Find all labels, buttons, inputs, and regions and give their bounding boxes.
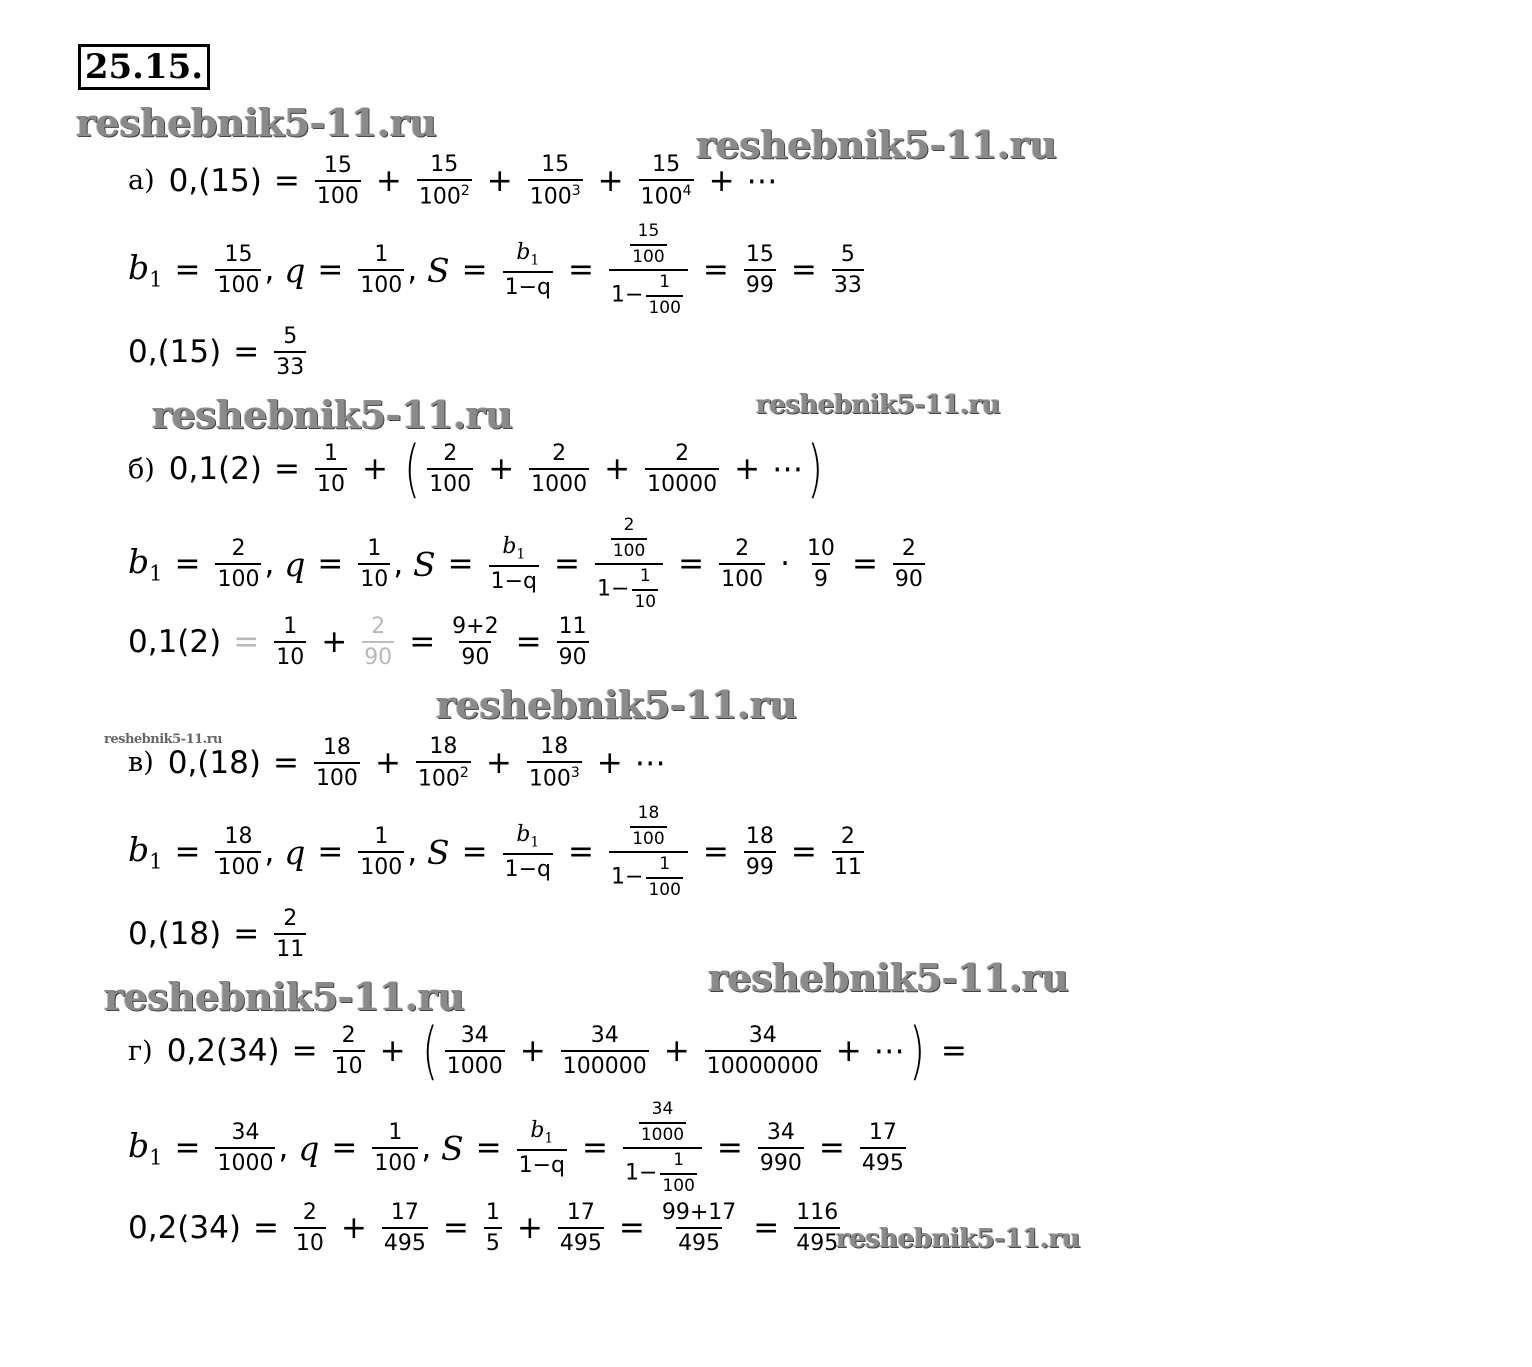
q-symbol: q (284, 832, 306, 872)
right-paren: ) (908, 1014, 925, 1087)
fraction: $\frac{34}{1000}$ (217, 1119, 274, 1177)
fraction: $\frac{5}{33}$ (276, 324, 305, 381)
fraction: $\frac{18}{100}$ (315, 734, 358, 791)
b1-symbol: $b_1$ (128, 248, 163, 292)
compound-fraction: $\frac{15}{100}$ 1− $\frac{1}{100}$ (609, 222, 688, 318)
part-g-answer: 0,2(34) = $\frac{2}{10}$ + $\frac{17}{495}$ = $\frac{1}{5}$ + $\frac{17}{495}$ = $\frac{99+17}{495}$ = $\frac{116}{495}$ (128, 1200, 839, 1257)
fraction: $\frac{2}{10000}$ (647, 440, 718, 497)
watermark: reshebnik5-11.ru (756, 390, 1001, 420)
part-label: а) (128, 165, 155, 197)
fraction: $\frac{2}{11}$ (833, 823, 862, 881)
part-label: б) (128, 453, 155, 485)
fraction: $\frac{116}{495}$ (796, 1200, 839, 1257)
fraction: $\frac{2}{100}$ (217, 535, 260, 593)
fraction: $\frac{2}{100}$ (721, 535, 764, 593)
part-v-sum: $b_1$ = $\frac{18}{100}$ , q = $\frac{1}{100}$ , S = $\frac{b_1}{1-q}$ = $\frac{18}{100}$ 1− $\frac{1}{100}$ = $\frac{18}{99}$ = $\frac{2}{11}$ (128, 803, 862, 900)
ellipsis: ⋯ (873, 1033, 905, 1069)
part-g-expansion: г) 0,2(34) = $\frac{2}{10}$ + ( $\frac{34}{1000}$ + $\frac{34}{100000}$ + $\frac{34}{10000000}$ + ⋯ ) = (128, 1014, 967, 1087)
fraction: $\frac{34}{990}$ (759, 1119, 802, 1177)
fraction: $\frac{11}{90}$ (558, 614, 587, 671)
fraction: $\frac{34}{10000000}$ (706, 1022, 819, 1079)
fraction: $\frac{1}{10}$ (317, 440, 345, 497)
fraction: $\frac{9+2}{90}$ (452, 614, 499, 671)
watermark: reshebnik5-11.ru (708, 955, 1069, 1000)
fraction: $\frac{1}{100}$ (360, 241, 403, 299)
compound-fraction: $\frac{2}{100}$ 1− $\frac{1}{10}$ (595, 516, 663, 612)
fraction: $\frac{2}{90}$ (894, 535, 923, 593)
part-g-sum: $b_1$ = $\frac{34}{1000}$ , q = $\frac{1}{100}$ , S = $\frac{b_1}{1-q}$ = $\frac{34}{1000}$ 1− $\frac{1}{100}$ = $\frac{34}{990}$ = $\frac{17}{495}$ (128, 1099, 904, 1196)
fraction: $\frac{34}{1000}$ (446, 1022, 503, 1079)
s-symbol: S (427, 250, 450, 290)
decimal: 0,2(34) (166, 1033, 280, 1069)
watermark: reshebnik5-11.ru (104, 732, 223, 747)
fraction: $\frac{17}{495}$ (861, 1119, 904, 1177)
part-a-answer: 0,(15) = $\frac{5}{33}$ (128, 324, 305, 381)
part-b-expansion: б) 0,1(2) = $\frac{1}{10}$ + ( $\frac{2}{100}$ + $\frac{2}{1000}$ + $\frac{2}{10000}$ + ⋯ ) (128, 432, 824, 505)
fraction: $\frac{15}{100}$ (316, 152, 359, 209)
s-symbol: S (413, 544, 436, 584)
fraction: $\frac{1}{10}$ (360, 535, 389, 593)
fraction: $\frac{18}{100^2}$ (417, 734, 469, 792)
fraction: $\frac{2}{10}$ (334, 1022, 363, 1079)
watermark: reshebnik5-11.ru (104, 974, 465, 1019)
sum-formula: $\frac{b_1}{1-q}$ (504, 822, 552, 882)
b1-symbol: $b_1$ (128, 830, 163, 874)
watermark: reshebnik5-11.ru (696, 122, 1057, 167)
compound-fraction: $\frac{18}{100}$ 1− $\frac{1}{100}$ (609, 804, 688, 900)
part-b-answer: 0,1(2) = $\frac{1}{10}$ + $\frac{2}{90}$ = $\frac{9+2}{90}$ = $\frac{11}{90}$ (128, 614, 587, 671)
decimal: 0,(15) (168, 162, 262, 199)
watermark: reshebnik5-11.ru (76, 100, 437, 145)
fraction: $\frac{99+17}{495}$ (661, 1200, 737, 1257)
compound-fraction: $\frac{34}{1000}$ 1− $\frac{1}{100}$ (623, 1100, 702, 1196)
part-label: в) (128, 747, 154, 779)
fraction: $\frac{15}{100^4}$ (640, 152, 692, 210)
decimal: 0,(15) (128, 334, 222, 371)
q-symbol: q (298, 1128, 320, 1168)
watermark: reshebnik5-11.ru (836, 1224, 1081, 1254)
part-label: г) (128, 1035, 153, 1067)
fraction: $\frac{1}{10}$ (276, 614, 305, 671)
fraction: $\frac{1}{5}$ (485, 1200, 500, 1257)
sum-formula: $\frac{b_1}{1-q}$ (490, 534, 538, 594)
b1-symbol: $b_1$ (128, 542, 163, 586)
ellipsis: ⋯ (746, 162, 778, 199)
part-v-expansion: в) 0,(18) = $\frac{18}{100}$ + $\frac{18}{100^2}$ + $\frac{18}{100^3}$ + ⋯ (128, 734, 666, 792)
fraction: $\frac{5}{33}$ (833, 241, 862, 299)
right-paren: ) (807, 432, 824, 505)
sum-formula: $\frac{b_1}{1-q}$ (518, 1118, 566, 1178)
ellipsis: ⋯ (772, 451, 804, 487)
fraction: $\frac{15}{99}$ (745, 241, 774, 299)
left-paren: ( (421, 1014, 438, 1087)
fraction: $\frac{2}{100}$ (429, 440, 472, 497)
s-symbol: S (427, 832, 450, 872)
fraction: $\frac{15}{100}$ (217, 241, 260, 299)
fraction: $\frac{18}{100}$ (217, 823, 260, 881)
fraction: $\frac{15}{100^3}$ (529, 152, 581, 210)
decimal: 0,(18) (167, 744, 261, 781)
fraction: $\frac{18}{100^3}$ (528, 734, 580, 792)
decimal: 0,2(34) (128, 1210, 241, 1247)
decimal: 0,1(2) (168, 451, 263, 487)
part-v-answer: 0,(18) = $\frac{2}{11}$ (128, 906, 305, 963)
decimal: 0,1(2) (128, 624, 222, 661)
watermark: reshebnik5-11.ru (152, 392, 513, 437)
fraction: $\frac{1}{100}$ (360, 823, 403, 881)
fraction: $\frac{34}{100000}$ (562, 1022, 647, 1079)
fraction: $\frac{2}{11}$ (276, 906, 305, 963)
fraction: $\frac{2}{1000}$ (531, 440, 588, 497)
part-b-sum: $b_1$ = $\frac{2}{100}$ , q = $\frac{1}{10}$ , S = $\frac{b_1}{1-q}$ = $\frac{2}{100}$ 1− $\frac{1}{10}$ = $\frac{2}{100}$ · $\frac{10}{9}$ = $\frac{2}{90}$ (128, 515, 923, 612)
decimal: 0,(18) (128, 916, 222, 953)
part-a-expansion: а) 0,(15) = $\frac{15}{100}$ + $\frac{15}{100^2}$ + $\frac{15}{100^3}$ + $\frac{15}{100^4}$ + ⋯ (128, 152, 778, 210)
fraction: $\frac{17}{495}$ (383, 1200, 426, 1257)
b1-symbol: $b_1$ (128, 1126, 163, 1170)
fraction: $\frac{18}{99}$ (745, 823, 774, 881)
s-symbol: S (441, 1128, 464, 1168)
fraction: $\frac{2}{90}$ (364, 614, 393, 671)
part-a-sum: $b_1$ = $\frac{15}{100}$ , q = $\frac{1}{100}$ , S = $\frac{b_1}{1-q}$ = $\frac{15}{100}$ 1− $\frac{1}{100}$ = $\frac{15}{99}$ = $\frac{5}{33}$ (128, 221, 862, 318)
fraction: $\frac{17}{495}$ (559, 1200, 602, 1257)
ellipsis: ⋯ (634, 744, 666, 781)
fraction: $\frac{15}{100^2}$ (418, 152, 470, 210)
q-symbol: q (284, 250, 306, 290)
q-symbol: q (284, 544, 306, 584)
problem-number: 25.15. (78, 44, 210, 90)
watermark: reshebnik5-11.ru (436, 682, 797, 727)
fraction: $\frac{10}{9}$ (806, 535, 835, 593)
fraction: $\frac{2}{10}$ (295, 1200, 324, 1257)
left-paren: ( (404, 432, 420, 505)
sum-formula: $\frac{b_1}{1-q}$ (504, 240, 552, 300)
fraction: $\frac{1}{100}$ (374, 1119, 417, 1177)
